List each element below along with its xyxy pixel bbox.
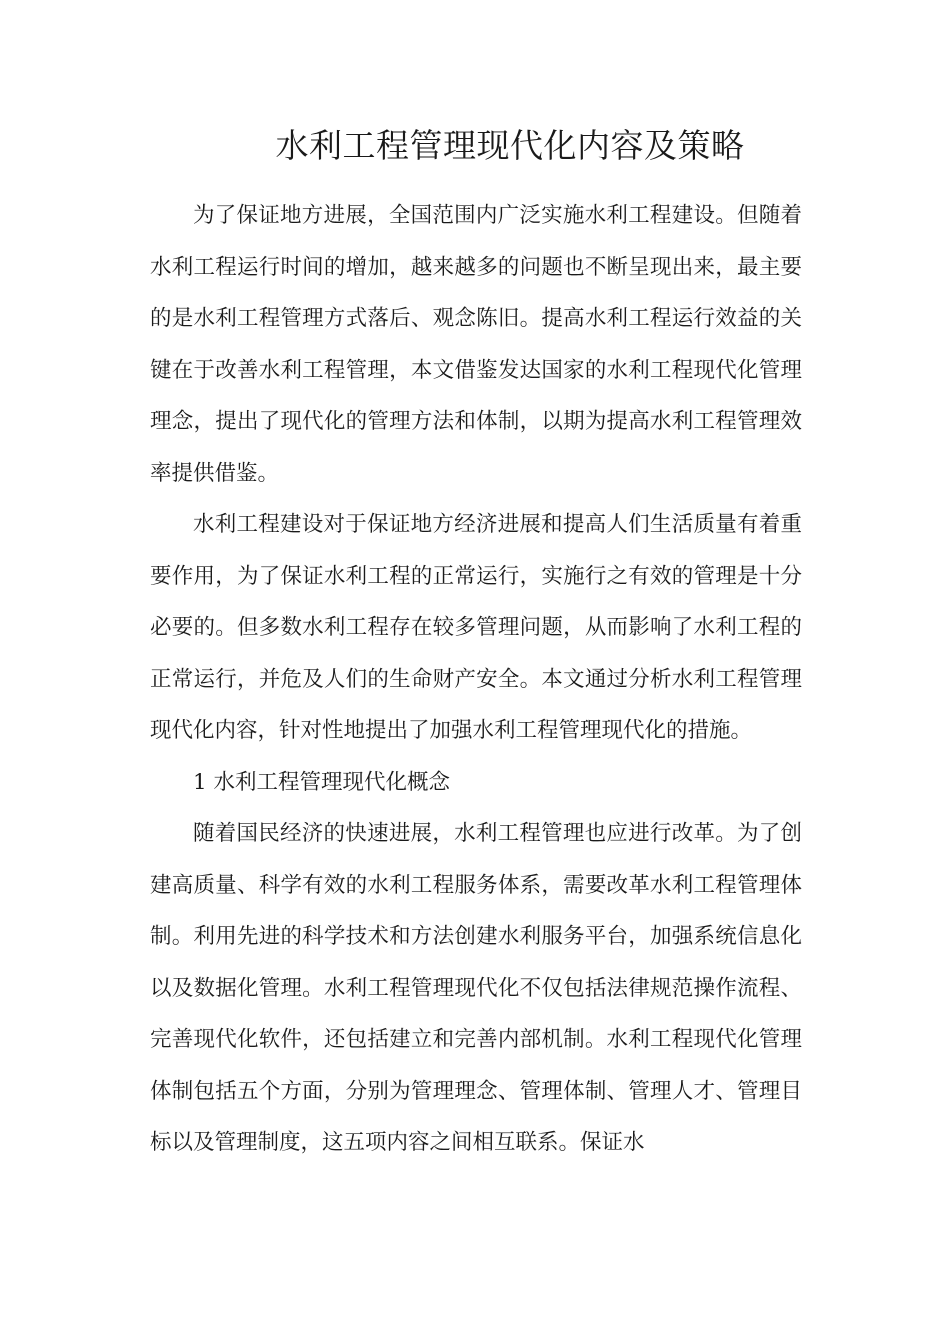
document-title: 水利工程管理现代化内容及策略 [275, 126, 745, 165]
background-paragraph: 水利工程建设对于保证地方经济进展和提高人们生活质量有着重要作用，为了保证水利工程的正常运行，实施行之有效的管理是十分必要的。但多数水利工程存在较多管理问题，从而影响了水利工程的正常运行，并危及人们的生命财产安全。本文通过分析水利工程管理现代化内容，针对性地提出了加强水利工程管理现代化的措施。 [150, 512, 802, 743]
document-body [150, 190, 802, 1169]
section-paragraph: 随着国民经济的快速进展，水利工程管理也应进行改革。为了创建高质量、科学有效的水利工程服务体系，需要改革水利工程管理体制。利用先进的科学技术和方法创建水利服务平台，加强系统信息化以及数据化管理。水利工程管理现代化不仅包括法律规范操作流程、完善现代化软件，还包括建立和完善内部机制。水利工程现代化管理体制包括五个方面，分别为管理理念、管理体制、管理人才、管理目标以及管理制度，这五项内容之间相互联系。保证水 [150, 821, 802, 1155]
intro-paragraph: 为了保证地方进展，全国范围内广泛实施水利工程建设。但随着水利工程运行时间的增加，越来越多的问题也不断呈现出来，最主要的是水利工程管理方式落后、观念陈旧。提高水利工程运行效益的关键在于改善水利工程管理，本文借鉴发达国家的水利工程现代化管理理念，提出了现代化的管理方法和体制，以期为提高水利工程管理效率提供借鉴。 [150, 203, 802, 486]
section-heading: 1 水利工程管理现代化概念 [193, 769, 451, 795]
